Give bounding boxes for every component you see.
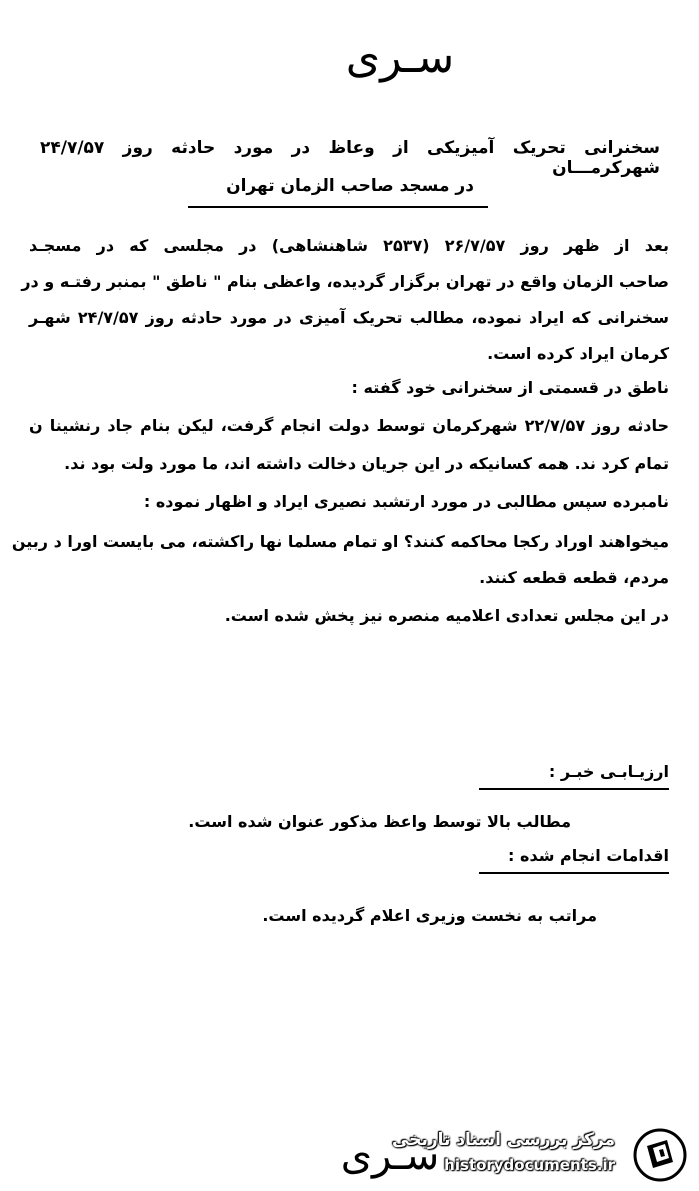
body-line: در این مجلس تعدادی اعلامیه منصره نیز پخش شده است. <box>224 606 669 625</box>
classification-mark-bottom: سـری <box>340 1133 440 1179</box>
body-line: بعد از ظهر روز ۲۶/۷/۵۷ (۲۵۳۷ شاهنشاهی) در مجلسی که در مسجـد <box>29 236 669 255</box>
body-line: میخواهند اوراد رکجا محاکمه کنند؟ او تمام مسلما نها راکشته، می بایست اورا د ربین <box>11 532 669 551</box>
document-title-line-2: در مسجد صاحب الزمان تهران <box>226 176 474 196</box>
watermark-site: historydocuments.ir <box>444 1156 615 1174</box>
assessment-underline <box>479 788 669 790</box>
body-line: سخنرانی که ایراد نموده، مطالب تحریک آمیزی در مورد حادثه روز ۲۴/۷/۵۷ شهـر <box>29 308 669 327</box>
archive-watermark <box>392 1124 693 1184</box>
body-line: مردم، قطعه قطعه کنند. <box>479 568 669 587</box>
body-line: کرمان ایراد کرده است. <box>487 344 669 363</box>
quote-intro: ناطق در قسمتی از سخنرانی خود گفته : <box>351 378 669 397</box>
actions-text: مراتب به نخست وزیری اعلام گردیده است. <box>262 906 597 925</box>
watermark-name: مرکز بررسی اسناد تاریخی <box>392 1130 615 1150</box>
actions-underline <box>479 872 669 874</box>
classification-mark-top: سـری <box>345 32 455 83</box>
assessment-text: مطالب بالا توسط واعظ مذکور عنوان شده است. <box>188 812 571 831</box>
assessment-heading: ارزیـابـی خبـر : <box>548 762 669 781</box>
document-title-line-1: سخنرانی تحریک آمیزیکی از وعاظ در مورد حادثه روز ۲۴/۷/۵۷ شهرکرمـــان <box>40 138 660 178</box>
body-line: تمام کرد ند. همه کسانیکه در این جریان دخالت داشته اند، ما مورد ولت بود ند. <box>64 454 669 473</box>
body-line: حادثه روز ۲۲/۷/۵۷ شهرکرمان توسط دولت انجام گرفت، لیکن بنام جاد رنشینا ن <box>29 416 669 435</box>
archive-logo-icon <box>633 1128 687 1182</box>
title-underline <box>188 206 488 208</box>
body-line: صاحب الزمان واقع در تهران برگزار گردیده، واعظی بنام " ناطق " بمنبر رفتـه و در <box>21 272 669 291</box>
actions-heading: اقدامات انجام شده : <box>508 846 669 865</box>
body-line: نامبرده سپس مطالبی در مورد ارتشبد نصیری ایراد و اظهار نموده : <box>143 492 669 511</box>
